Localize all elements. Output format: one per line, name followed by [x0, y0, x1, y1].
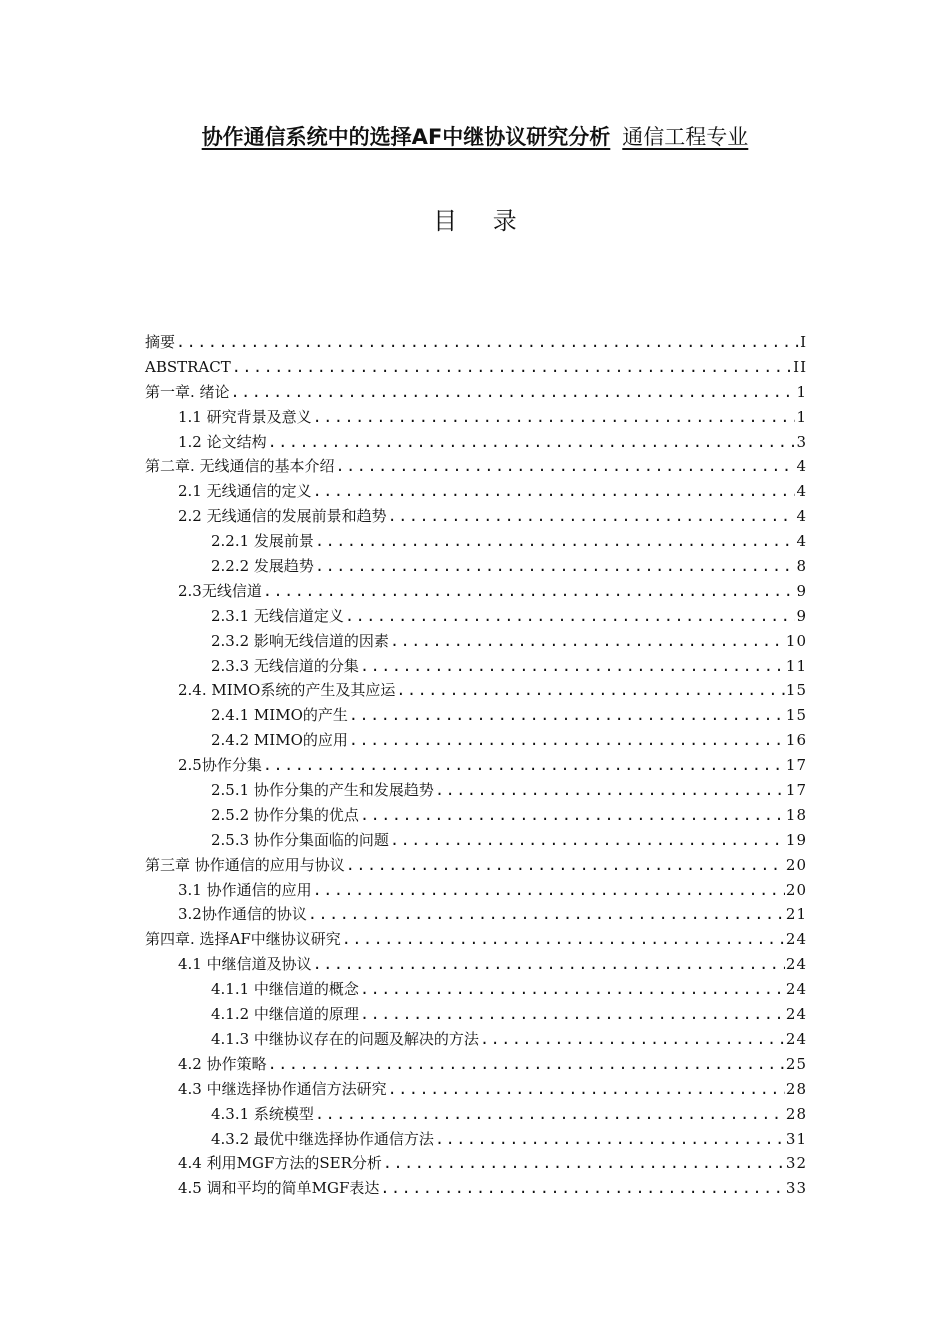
toc-entry-page-number: 10	[785, 631, 807, 650]
toc-entry-title: 2.2.1 发展前景	[211, 532, 314, 551]
toc-entry[interactable]	[145, 977, 807, 1002]
toc-entry-title: 2.5.3 协作分集面临的问题	[211, 830, 389, 849]
toc-entry-page-number: 20	[785, 880, 807, 899]
toc-entry[interactable]	[145, 654, 807, 679]
toc-entry-page-number: 4	[796, 507, 807, 526]
toc-entry[interactable]	[145, 604, 807, 629]
toc-entry-title: 4.1.2 中继信道的原理	[211, 1005, 359, 1024]
toc-entry-title: 4.3.2 最优中继选择协作通信方法	[211, 1129, 434, 1148]
toc-dot-leader	[176, 330, 799, 355]
toc-entry[interactable]	[145, 405, 807, 430]
toc-entry-page-number: 19	[785, 830, 807, 849]
toc-dot-leader	[263, 753, 785, 778]
toc-dot-leader	[313, 479, 796, 504]
toc-entry[interactable]	[145, 678, 807, 703]
toc-entry-title: 2.3无线信道	[178, 581, 262, 600]
toc-entry[interactable]	[145, 454, 807, 479]
toc-entry-title: 2.2.2 发展趋势	[211, 557, 314, 576]
toc-entry[interactable]	[145, 927, 807, 952]
toc-dot-leader	[232, 355, 792, 380]
toc-entry[interactable]	[145, 554, 807, 579]
toc-entry-page-number: II	[793, 357, 807, 376]
toc-entry-page-number: 8	[796, 557, 807, 576]
toc-dot-leader	[308, 902, 785, 927]
toc-dot-leader	[388, 1077, 785, 1102]
toc-entry-title: 2.1 无线通信的定义	[178, 482, 312, 501]
toc-entry-page-number: 1	[796, 382, 807, 401]
toc-entry[interactable]	[145, 504, 807, 529]
toc-entry-title: 4.1.3 中继协议存在的问题及解决的方法	[211, 1029, 479, 1048]
toc-entry-page-number: 4	[796, 532, 807, 551]
toc-dot-leader	[349, 728, 785, 753]
toc-entry-page-number: 9	[796, 581, 807, 600]
table-of-contents	[145, 330, 807, 1201]
toc-entry[interactable]	[145, 355, 807, 380]
document-title-subject: 通信工程专业	[622, 125, 749, 149]
toc-dot-leader	[268, 1052, 785, 1077]
toc-entry-title: 2.3.2 影响无线信道的因素	[211, 631, 389, 650]
toc-dot-leader	[315, 554, 796, 579]
toc-entry-title: 4.4 利用MGF方法的SER分析	[178, 1154, 382, 1173]
toc-entry-title: 2.4. MIMO系统的产生及其应运	[178, 681, 396, 700]
toc-entry-title: 2.5.1 协作分集的产生和发展趋势	[211, 781, 434, 800]
toc-entry-page-number: 25	[785, 1054, 807, 1073]
toc-entry[interactable]	[145, 1176, 807, 1201]
toc-dot-leader	[360, 1002, 785, 1027]
toc-heading: 目 录	[433, 207, 531, 235]
toc-entry[interactable]	[145, 1077, 807, 1102]
toc-dot-leader	[315, 529, 796, 554]
toc-entry-title: 2.2 无线通信的发展前景和趋势	[178, 507, 387, 526]
toc-entry-title: 3.1 协作通信的应用	[178, 880, 312, 899]
toc-entry-title: 1.2 论文结构	[178, 432, 267, 451]
toc-entry-page-number: 24	[785, 1005, 807, 1024]
toc-entry[interactable]	[145, 330, 807, 355]
toc-entry[interactable]	[145, 803, 807, 828]
toc-dot-leader	[435, 1127, 785, 1152]
document-title	[0, 122, 950, 152]
toc-entry-page-number: 4	[796, 482, 807, 501]
toc-entry-page-number: 28	[785, 1079, 807, 1098]
toc-entry-page-number: 3	[796, 432, 807, 451]
toc-entry-page-number: 15	[785, 681, 807, 700]
toc-dot-leader	[346, 853, 785, 878]
toc-entry-title: ABSTRACT	[145, 357, 231, 376]
toc-entry-title: 3.2协作通信的协议	[178, 905, 307, 924]
toc-entry[interactable]	[145, 380, 807, 405]
toc-dot-leader	[396, 678, 785, 703]
toc-dot-leader	[345, 604, 796, 629]
toc-entry-page-number: 17	[785, 781, 807, 800]
toc-dot-leader	[390, 629, 785, 654]
document-title-main: 协作通信系统中的选择AF中继协议研究分析	[201, 125, 611, 149]
toc-entry-page-number: 17	[785, 756, 807, 775]
toc-entry-page-number: 24	[785, 1029, 807, 1048]
toc-dot-leader	[336, 454, 796, 479]
toc-entry[interactable]	[145, 1102, 807, 1127]
toc-entry[interactable]	[145, 479, 807, 504]
toc-dot-leader	[435, 778, 785, 803]
toc-entry-title: 4.3 中继选择协作通信方法研究	[178, 1079, 387, 1098]
toc-entry-page-number: 11	[785, 656, 807, 675]
toc-entry[interactable]	[145, 753, 807, 778]
toc-entry[interactable]	[145, 878, 807, 903]
toc-entry[interactable]	[145, 728, 807, 753]
toc-entry[interactable]	[145, 1127, 807, 1152]
toc-entry-title: 第四章. 选择AF中继协议研究	[145, 930, 341, 949]
toc-entry-title: 第二章. 无线通信的基本介绍	[145, 457, 335, 476]
toc-dot-leader	[315, 1102, 785, 1127]
toc-entry-page-number: 32	[785, 1154, 807, 1173]
toc-dot-leader	[231, 380, 796, 405]
toc-entry[interactable]	[145, 902, 807, 927]
toc-dot-leader	[342, 927, 785, 952]
toc-entry[interactable]	[145, 1027, 807, 1052]
toc-entry-page-number: 16	[785, 731, 807, 750]
toc-entry-page-number: I	[800, 333, 807, 351]
toc-entry-page-number: 18	[785, 805, 807, 824]
toc-entry[interactable]	[145, 529, 807, 554]
toc-entry-page-number: 24	[785, 955, 807, 974]
toc-entry-title: 1.1 研究背景及意义	[178, 407, 312, 426]
toc-entry[interactable]	[145, 629, 807, 654]
toc-entry[interactable]	[145, 778, 807, 803]
toc-dot-leader	[313, 405, 796, 430]
toc-entry[interactable]	[145, 1151, 807, 1176]
toc-dot-leader	[360, 977, 785, 1002]
toc-entry-page-number: 21	[785, 905, 807, 924]
toc-entry-title: 2.3.3 无线信道的分集	[211, 656, 359, 675]
toc-dot-leader	[360, 654, 785, 679]
toc-entry-page-number: 9	[796, 606, 807, 625]
toc-dot-leader	[390, 828, 785, 853]
toc-entry-title: 4.3.1 系统模型	[211, 1104, 314, 1123]
toc-entry[interactable]	[145, 828, 807, 853]
toc-entry-page-number: 28	[785, 1104, 807, 1123]
toc-entry[interactable]	[145, 1002, 807, 1027]
toc-entry-title: 4.2 协作策略	[178, 1054, 267, 1073]
toc-entry[interactable]	[145, 579, 807, 604]
toc-dot-leader	[349, 703, 785, 728]
toc-dot-leader	[383, 1151, 785, 1176]
toc-entry-title: 第三章 协作通信的应用与协议	[145, 855, 345, 874]
toc-dot-leader	[380, 1176, 785, 1201]
toc-dot-leader	[313, 878, 785, 903]
toc-entry-title: 2.5协作分集	[178, 756, 262, 775]
toc-entry[interactable]	[145, 952, 807, 977]
toc-entry-title: 2.4.2 MIMO的应用	[211, 731, 348, 750]
toc-entry-page-number: 1	[796, 407, 807, 426]
toc-entry-title: 2.4.1 MIMO的产生	[211, 706, 348, 725]
toc-dot-leader	[360, 803, 785, 828]
toc-entry-title: 4.1.1 中继信道的概念	[211, 980, 359, 999]
toc-entry[interactable]	[145, 853, 807, 878]
toc-dot-leader	[313, 952, 785, 977]
toc-entry-page-number: 31	[785, 1129, 807, 1148]
toc-entry[interactable]	[145, 703, 807, 728]
toc-dot-leader	[263, 579, 796, 604]
toc-dot-leader	[388, 504, 796, 529]
toc-entry-page-number: 24	[785, 980, 807, 999]
toc-entry-page-number: 24	[785, 930, 807, 949]
toc-dot-leader	[480, 1027, 785, 1052]
toc-entry-page-number: 20	[785, 855, 807, 874]
toc-entry-title: 4.5 调和平均的简单MGF表达	[178, 1179, 380, 1198]
toc-entry[interactable]	[145, 430, 807, 455]
toc-entry-title: 4.1 中继信道及协议	[178, 955, 312, 974]
toc-entry-title: 2.5.2 协作分集的优点	[211, 805, 359, 824]
toc-entry-title: 第一章. 绪论	[145, 382, 230, 401]
toc-entry-title: 2.3.1 无线信道定义	[211, 606, 344, 625]
toc-entry-page-number: 15	[785, 706, 807, 725]
toc-entry-page-number: 33	[785, 1179, 807, 1198]
toc-dot-leader	[268, 430, 796, 455]
toc-entry[interactable]	[145, 1052, 807, 1077]
toc-entry-title: 摘要	[145, 333, 176, 351]
toc-entry-page-number: 4	[796, 457, 807, 476]
